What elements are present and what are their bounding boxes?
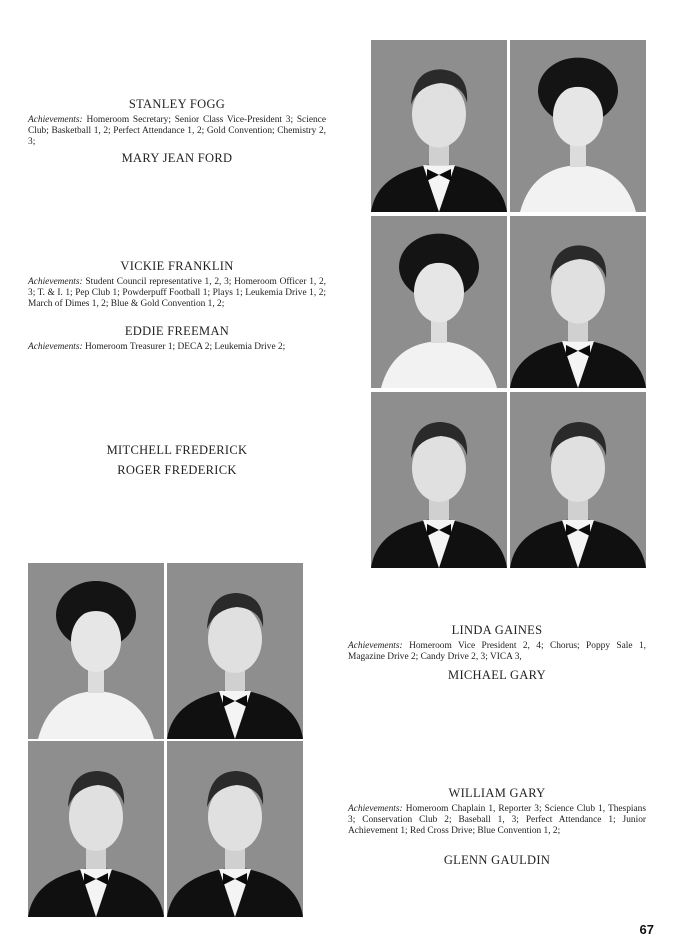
achievements-list: Homeroom Secretary; Senior Class Vice-President 3; Science Club; Basketball 1, 2; Perfect Attendance 1, 2; Gold Convention; Chemistry 2, 3; (28, 115, 326, 148)
portrait-eddie-freeman (510, 216, 646, 388)
achievements-label: Achievements: (28, 115, 83, 125)
entry-mitchell-frederick (28, 443, 326, 461)
portrait-roger-frederick (510, 392, 646, 568)
portrait-image (371, 216, 507, 388)
portrait-image (28, 741, 164, 917)
entry-linda-gaines (348, 623, 646, 670)
achievements-text (348, 641, 646, 663)
portrait-image (510, 392, 646, 568)
portrait-image (371, 40, 507, 212)
portrait-image (371, 392, 507, 568)
student-name: MITCHELL FREDERICK (106, 443, 248, 457)
portrait-image (167, 741, 303, 917)
portrait-glenn-gauldin (167, 741, 303, 917)
portrait-michael-gary (167, 563, 303, 739)
entry-michael-gary (348, 668, 646, 686)
achievements-text (28, 115, 326, 149)
student-name: MARY JEAN FORD (121, 151, 233, 165)
portrait-mary-jean-ford (510, 40, 646, 212)
student-name: ROGER FREDERICK (117, 463, 237, 477)
achievements-list: Homeroom Chaplain 1, Reporter 3; Science Club 1, Thespians 3; Conservation Club 2; Baseball 1, 3; Perfect Attendance 1; Junior Achievement 1; Red Cross Drive; Blue Convention 1, 2; (348, 804, 646, 837)
achievements-label: Achievements: (348, 641, 403, 651)
entry-stanley-fogg (28, 97, 326, 156)
portrait-image (510, 40, 646, 212)
achievements-text (28, 342, 326, 353)
student-name: MICHAEL GARY (448, 668, 546, 682)
student-name: WILLIAM GARY (448, 786, 546, 800)
achievements-label: Achievements: (28, 342, 83, 352)
student-name: STANLEY FOGG (128, 97, 226, 111)
portrait-mitchell-frederick (371, 392, 507, 568)
achievements-label: Achievements: (28, 277, 83, 287)
portrait-image (167, 563, 303, 739)
achievements-list: Homeroom Vice President 2, 4; Chorus; Poppy Sale 1, Magazine Drive 2; Candy Drive 2, 3; VICA 3, (348, 641, 646, 663)
student-name: GLENN GAULDIN (443, 853, 551, 867)
student-name: VICKIE FRANKLIN (120, 259, 234, 273)
achievements-text (28, 277, 326, 311)
page-number: 67 (639, 922, 654, 937)
achievements-list: Homeroom Treasurer 1; DECA 2; Leukemia Drive 2; (85, 342, 286, 352)
entry-glenn-gauldin (348, 853, 646, 871)
student-name: EDDIE FREEMAN (124, 324, 230, 338)
entry-eddie-freeman (28, 324, 326, 360)
entry-william-gary (348, 786, 646, 845)
portrait-stanley-fogg (371, 40, 507, 212)
entry-vickie-franklin (28, 259, 326, 318)
entry-roger-frederick (28, 463, 326, 481)
portrait-vickie-franklin (371, 216, 507, 388)
achievements-text (348, 804, 646, 838)
achievements-list: Student Council representative 1, 2, 3; Homeroom Officer 1, 2, 3; T. & I. 1; Pep Club 1; Powderpuff Football 1; Plays 1; Leukemia Drive 1, 2; March of Dimes 1, 2; Blue & Gold Convention 1, 2; (28, 277, 327, 310)
portrait-image (28, 563, 164, 739)
entry-mary-jean-ford (28, 151, 326, 169)
student-name: LINDA GAINES (451, 623, 543, 637)
portrait-william-gary (28, 741, 164, 917)
achievements-label: Achievements: (348, 804, 403, 814)
portrait-linda-gaines (28, 563, 164, 739)
portrait-image (510, 216, 646, 388)
